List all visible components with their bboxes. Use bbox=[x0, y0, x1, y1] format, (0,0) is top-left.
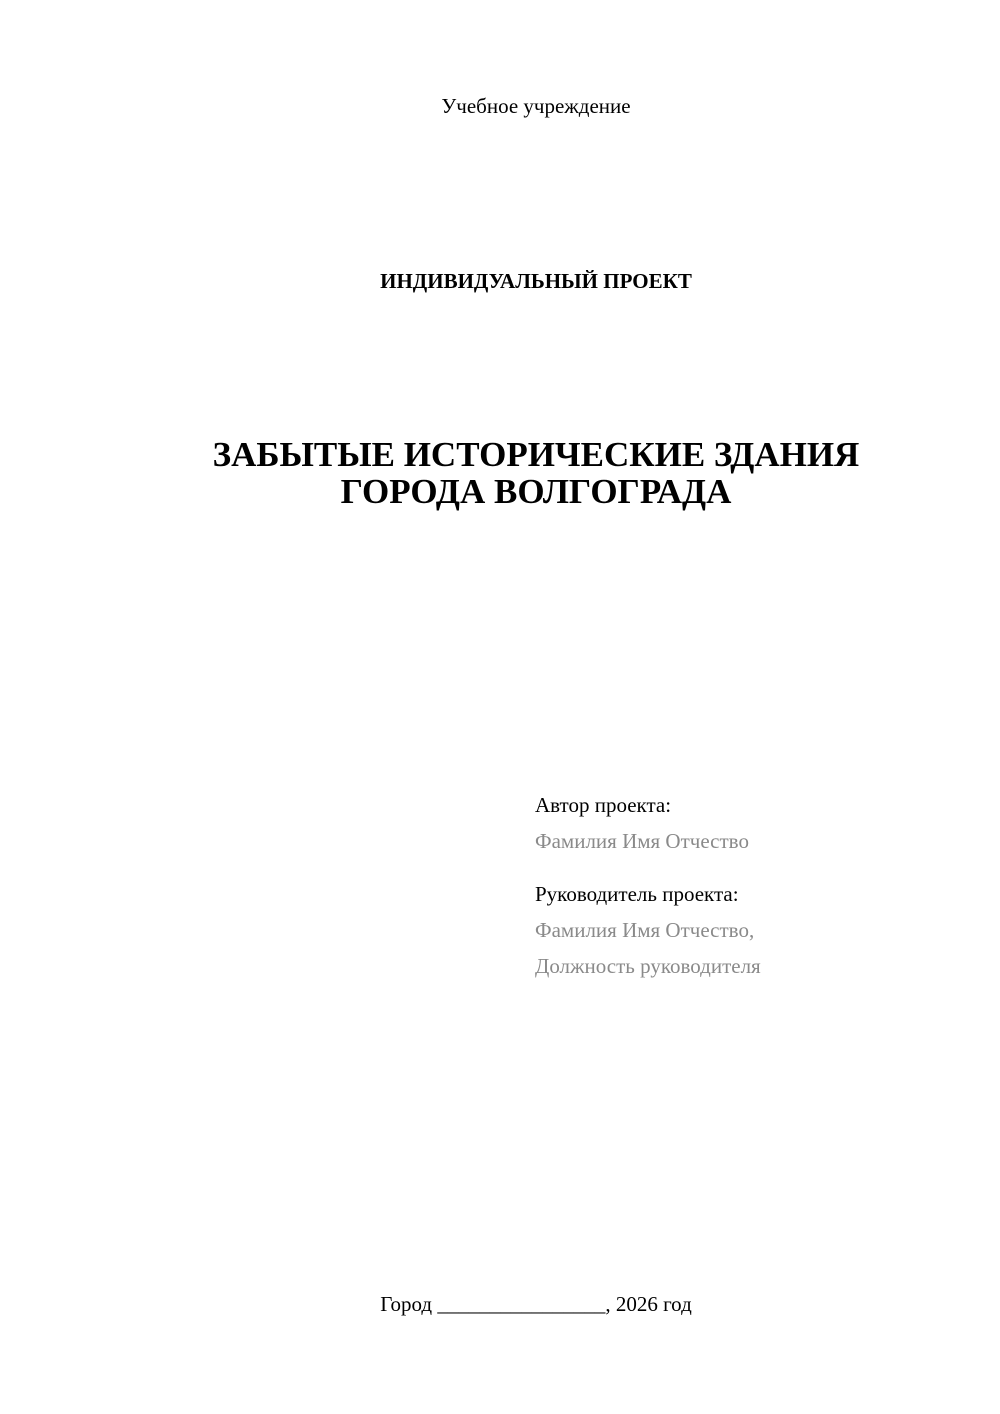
city-year-line: Город ________________, 2026 год bbox=[380, 1292, 692, 1316]
project-credits bbox=[535, 787, 975, 984]
author-name: Фамилия Имя Отчество bbox=[535, 829, 749, 853]
project-title bbox=[0, 436, 1000, 510]
supervisor-position: Должность руководителя bbox=[535, 954, 761, 978]
supervisor-label: Руководитель проекта: bbox=[535, 882, 739, 906]
supervisor-name: Фамилия Имя Отчество, bbox=[535, 918, 755, 942]
author-label: Автор проекта: bbox=[535, 793, 672, 817]
credits-spacer bbox=[535, 859, 975, 876]
institution-name: Учебное учреждение bbox=[441, 94, 631, 118]
project-title-line-1: ЗАБЫТЫЕ ИСТОРИЧЕСКИЕ ЗДАНИЯ bbox=[212, 435, 860, 474]
document-type: ИНДИВИДУАЛЬНЫЙ ПРОЕКТ bbox=[380, 269, 692, 293]
project-title-line-2: ГОРОДА ВОЛГОГРАДА bbox=[340, 472, 732, 511]
